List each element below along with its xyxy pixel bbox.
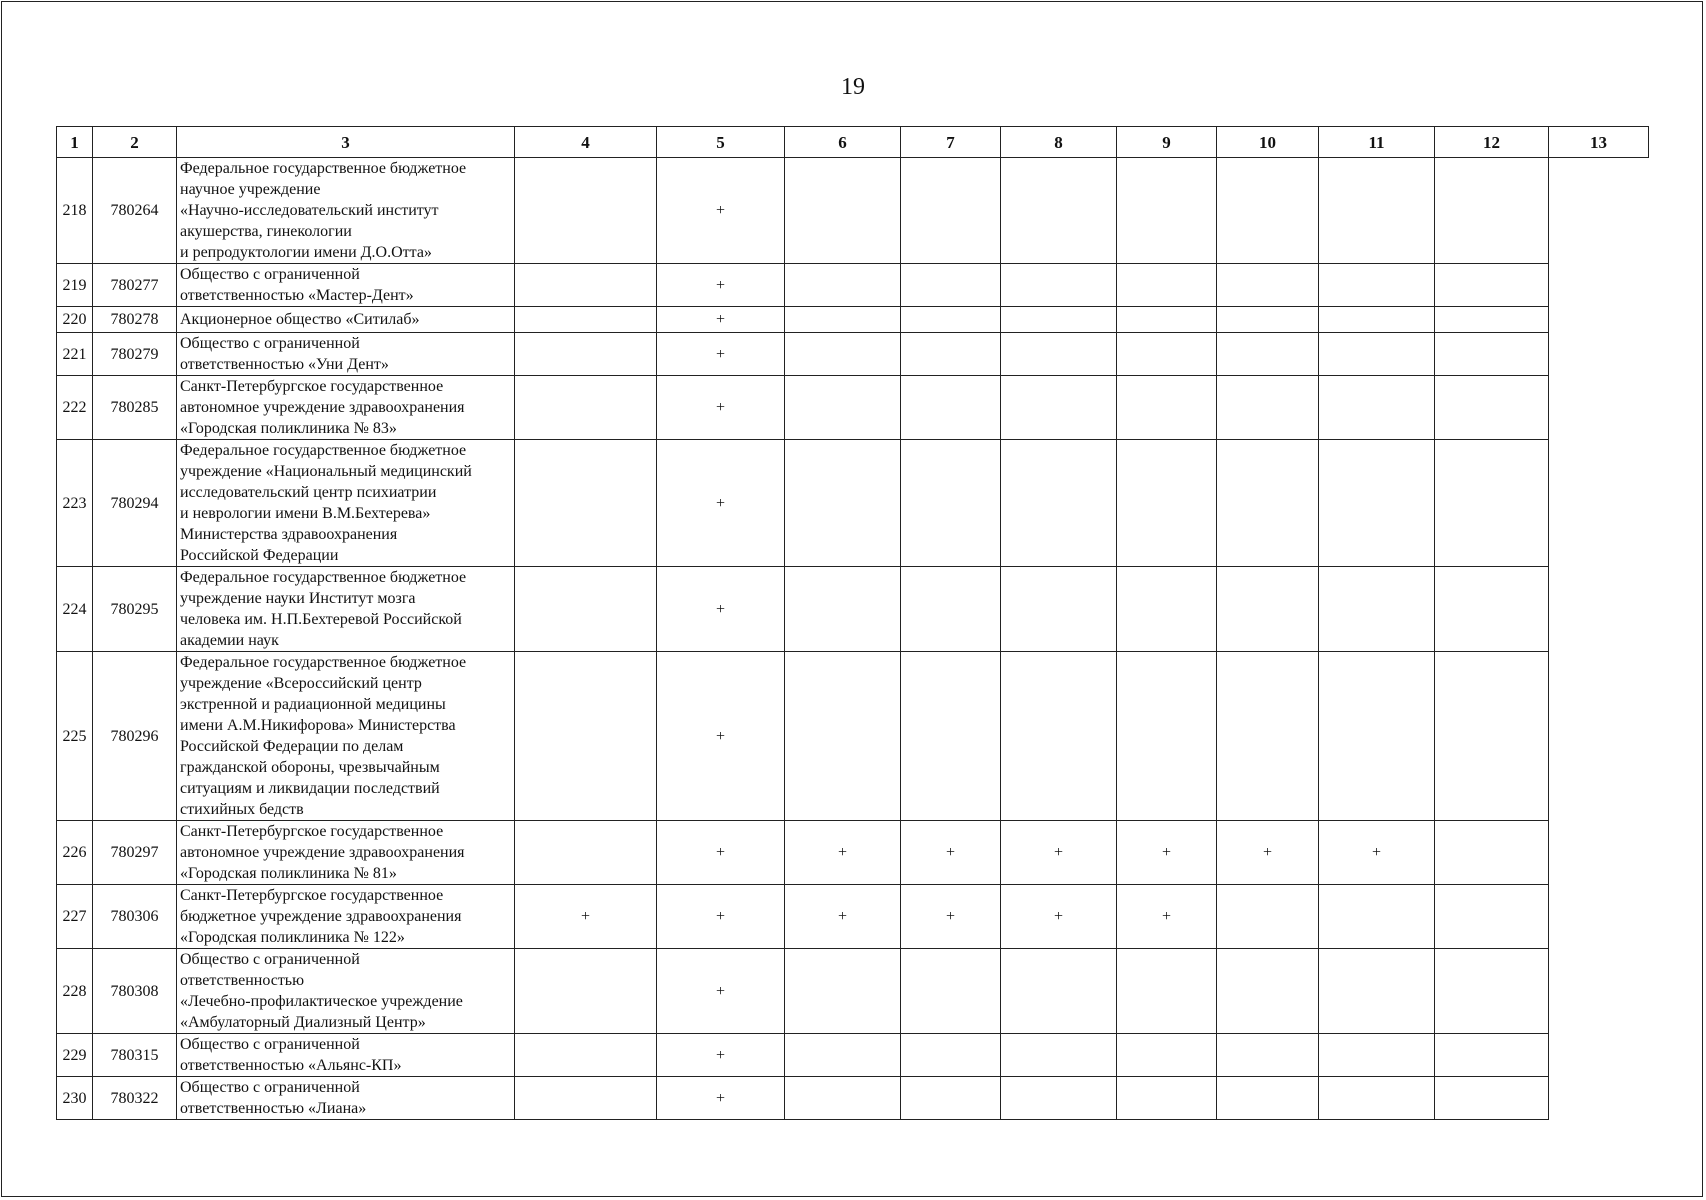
organization-name [177,567,515,652]
row-number: 223 [57,440,93,567]
mark-cell-col-10 [1217,307,1319,333]
mark-cell-col-7 [901,307,1001,333]
mark-cell-col-8 [1001,440,1117,567]
mark-cell-col-8 [1001,376,1117,440]
mark-cell-col-12 [1435,440,1549,567]
column-header: 12 [1435,127,1549,158]
mark-cell-col-5: + [657,264,785,307]
mark-cell-col-8 [1001,158,1117,264]
table-row [57,307,1649,333]
row-number: 220 [57,307,93,333]
organization-name-line: учреждение «Национальный медицинский [180,463,472,480]
mark-cell-col-7 [901,1034,1001,1077]
mark-cell-col-10 [1217,1034,1319,1077]
row-number: 228 [57,949,93,1034]
mark-cell-col-7 [901,949,1001,1034]
mark-cell-col-11 [1319,885,1435,949]
organization-name-line: Общество с ограниченной [180,335,360,352]
mark-cell-col-10: + [1217,821,1319,885]
mark-cell-col-4 [515,307,657,333]
organization-code: 780294 [93,440,177,567]
row-number: 222 [57,376,93,440]
mark-cell-col-10 [1217,376,1319,440]
organization-name-line: исследовательский центр психиатрии [180,484,437,501]
mark-cell-col-12 [1435,1077,1549,1120]
organization-name [177,264,515,307]
mark-cell-col-7 [901,567,1001,652]
mark-cell-col-10 [1217,949,1319,1034]
organization-name-line: имени А.М.Никифорова» Министерства [180,717,456,734]
table-row [57,440,1649,567]
mark-cell-col-5: + [657,158,785,264]
mark-cell-col-6 [785,440,901,567]
organization-name-line: ответственностью «Мастер-Дент» [180,287,414,304]
mark-cell-col-5: + [657,1077,785,1120]
mark-cell-col-11 [1319,949,1435,1034]
organization-name-line: Общество с ограниченной [180,1079,360,1096]
organization-code: 780295 [93,567,177,652]
mark-cell-col-6 [785,652,901,821]
organization-name-line: «Научно-исследовательский институт [180,202,439,219]
organization-name-line: Общество с ограниченной [180,951,360,968]
mark-cell-col-7 [901,652,1001,821]
mark-cell-col-10 [1217,333,1319,376]
table-row [57,264,1649,307]
table-row [57,333,1649,376]
mark-cell-col-6 [785,949,901,1034]
mark-cell-col-12 [1435,307,1549,333]
table-row [57,158,1649,264]
organization-code: 780308 [93,949,177,1034]
mark-cell-col-6 [785,307,901,333]
column-header: 13 [1549,127,1649,158]
mark-cell-col-4 [515,567,657,652]
mark-cell-col-9 [1117,652,1217,821]
organization-name-line: «Амбулаторный Диализный Центр» [180,1014,426,1031]
mark-cell-col-9: + [1117,885,1217,949]
row-number: 218 [57,158,93,264]
organization-name-line: Санкт-Петербургское государственное [180,823,444,840]
organization-code: 780277 [93,264,177,307]
mark-cell-col-4 [515,652,657,821]
mark-cell-col-8 [1001,652,1117,821]
column-header: 7 [901,127,1001,158]
mark-cell-col-10 [1217,567,1319,652]
organization-name-line: гражданской обороны, чрезвычайным [180,759,440,776]
organization-name-line: Санкт-Петербургское государственное [180,378,444,395]
organization-name [177,1077,515,1120]
mark-cell-col-12 [1435,885,1549,949]
column-header: 5 [657,127,785,158]
mark-cell-col-9 [1117,158,1217,264]
mark-cell-col-6 [785,567,901,652]
mark-cell-col-8: + [1001,821,1117,885]
mark-cell-col-9 [1117,567,1217,652]
mark-cell-col-11: + [1319,821,1435,885]
organization-name-line: автономное учреждение здравоохранения [180,844,465,861]
mark-cell-col-10 [1217,885,1319,949]
mark-cell-col-11 [1319,376,1435,440]
mark-cell-col-5: + [657,885,785,949]
mark-cell-col-11 [1319,307,1435,333]
organization-name [177,821,515,885]
mark-cell-col-5: + [657,821,785,885]
column-header: 3 [177,127,515,158]
mark-cell-col-9 [1117,333,1217,376]
mark-cell-col-5: + [657,949,785,1034]
mark-cell-col-11 [1319,158,1435,264]
mark-cell-col-7: + [901,821,1001,885]
table-row [57,652,1649,821]
column-header: 11 [1319,127,1435,158]
mark-cell-col-4 [515,376,657,440]
organization-name [177,307,515,333]
mark-cell-col-6 [785,1034,901,1077]
organization-name-line: Министерства здравоохранения [180,526,398,543]
mark-cell-col-5: + [657,333,785,376]
organization-name-line: Федеральное государственное бюджетное [180,160,467,177]
organization-code: 780278 [93,307,177,333]
organization-name-line: Общество с ограниченной [180,1036,360,1053]
organization-name-line: и репродуктологии имени Д.О.Отта» [180,244,432,261]
organization-name [177,949,515,1034]
mark-cell-col-12 [1435,158,1549,264]
mark-cell-col-12 [1435,821,1549,885]
registry-table [56,126,1649,1120]
mark-cell-col-10 [1217,440,1319,567]
mark-cell-col-9 [1117,1034,1217,1077]
organization-name [177,440,515,567]
organization-name-line: академии наук [180,632,279,649]
mark-cell-col-5: + [657,307,785,333]
organization-name [177,652,515,821]
mark-cell-col-10 [1217,652,1319,821]
organization-name-line: экстренной и радиационной медицины [180,696,446,713]
organization-code: 780322 [93,1077,177,1120]
organization-name-line: ответственностью «Лиана» [180,1100,367,1117]
organization-name [177,1034,515,1077]
organization-name [177,333,515,376]
mark-cell-col-11 [1319,1034,1435,1077]
organization-name [177,376,515,440]
organization-name-line: учреждение «Всероссийский центр [180,675,422,692]
mark-cell-col-7 [901,376,1001,440]
mark-cell-col-6 [785,158,901,264]
column-header: 4 [515,127,657,158]
table-row [57,821,1649,885]
organization-name-line: человека им. Н.П.Бехтеревой Российской [180,611,462,628]
mark-cell-col-8 [1001,567,1117,652]
column-header: 8 [1001,127,1117,158]
mark-cell-col-11 [1319,333,1435,376]
mark-cell-col-6: + [785,821,901,885]
organization-name-line: Федеральное государственное бюджетное [180,442,467,459]
mark-cell-col-8 [1001,333,1117,376]
organization-name-line: Федеральное государственное бюджетное [180,654,467,671]
mark-cell-col-12 [1435,333,1549,376]
organization-name-line: ответственностью «Альянс-КП» [180,1057,402,1074]
organization-name-line: стихийных бедств [180,801,304,818]
mark-cell-col-12 [1435,652,1549,821]
mark-cell-col-7 [901,333,1001,376]
mark-cell-col-11 [1319,567,1435,652]
mark-cell-col-5: + [657,652,785,821]
mark-cell-col-9 [1117,264,1217,307]
mark-cell-col-10 [1217,264,1319,307]
mark-cell-col-4 [515,158,657,264]
row-number: 225 [57,652,93,821]
mark-cell-col-5: + [657,1034,785,1077]
organization-name-line: Акционерное общество «Ситилаб» [180,311,420,328]
organization-name-line: «Городская поликлиника № 81» [180,865,397,882]
mark-cell-col-11 [1319,264,1435,307]
table-row [57,1077,1649,1120]
mark-cell-col-9 [1117,307,1217,333]
mark-cell-col-4 [515,949,657,1034]
mark-cell-col-6 [785,376,901,440]
column-header: 10 [1217,127,1319,158]
organization-name-line: Общество с ограниченной [180,266,360,283]
mark-cell-col-5: + [657,440,785,567]
mark-cell-col-9 [1117,1077,1217,1120]
organization-name-line: «Городская поликлиника № 122» [180,929,405,946]
mark-cell-col-8 [1001,1034,1117,1077]
organization-name-line: ситуациям и ликвидации последствий [180,780,440,797]
mark-cell-col-12 [1435,1034,1549,1077]
mark-cell-col-8 [1001,307,1117,333]
mark-cell-col-8 [1001,949,1117,1034]
mark-cell-col-12 [1435,376,1549,440]
mark-cell-col-11 [1319,1077,1435,1120]
organization-code: 780306 [93,885,177,949]
organization-code: 780264 [93,158,177,264]
row-number: 227 [57,885,93,949]
column-header: 9 [1117,127,1217,158]
organization-name-line: акушерства, гинекологии [180,223,352,240]
column-header: 6 [785,127,901,158]
mark-cell-col-4 [515,821,657,885]
mark-cell-col-12 [1435,264,1549,307]
mark-cell-col-7 [901,158,1001,264]
organization-name-line: ответственностью «Уни Дент» [180,356,389,373]
mark-cell-col-11 [1319,440,1435,567]
organization-code: 780279 [93,333,177,376]
row-number: 230 [57,1077,93,1120]
organization-name [177,885,515,949]
organization-name-line: научное учреждение [180,181,321,198]
page-number: 19 [841,74,865,100]
mark-cell-col-7 [901,440,1001,567]
mark-cell-col-9 [1117,376,1217,440]
row-number: 224 [57,567,93,652]
mark-cell-col-6 [785,1077,901,1120]
table-row [57,1034,1649,1077]
table-row [57,949,1649,1034]
mark-cell-col-11 [1319,652,1435,821]
mark-cell-col-4 [515,264,657,307]
mark-cell-col-8 [1001,264,1117,307]
mark-cell-col-6 [785,333,901,376]
mark-cell-col-4: + [515,885,657,949]
mark-cell-col-9: + [1117,821,1217,885]
table-row [57,376,1649,440]
organization-name-line: Российской Федерации [180,547,339,564]
row-number: 219 [57,264,93,307]
mark-cell-col-9 [1117,949,1217,1034]
organization-name-line: учреждение науки Институт мозга [180,590,416,607]
row-number: 226 [57,821,93,885]
mark-cell-col-5: + [657,376,785,440]
organization-name-line: автономное учреждение здравоохранения [180,399,465,416]
mark-cell-col-7 [901,1077,1001,1120]
mark-cell-col-10 [1217,158,1319,264]
mark-cell-col-12 [1435,567,1549,652]
organization-name-line: Санкт-Петербургское государственное [180,887,444,904]
header-row [57,127,1649,158]
organization-code: 780285 [93,376,177,440]
organization-name-line: «Лечебно-профилактическое учреждение [180,993,463,1010]
mark-cell-col-4 [515,1077,657,1120]
organization-name-line: ответственностью [180,972,305,989]
mark-cell-col-7: + [901,885,1001,949]
mark-cell-col-8 [1001,1077,1117,1120]
mark-cell-col-4 [515,333,657,376]
mark-cell-col-10 [1217,1077,1319,1120]
table-row [57,885,1649,949]
column-header: 1 [57,127,93,158]
organization-name-line: бюджетное учреждение здравоохранения [180,908,462,925]
row-number: 221 [57,333,93,376]
mark-cell-col-6: + [785,885,901,949]
mark-cell-col-5: + [657,567,785,652]
mark-cell-col-12 [1435,949,1549,1034]
organization-name-line: Федеральное государственное бюджетное [180,569,467,586]
organization-code: 780296 [93,652,177,821]
organization-name-line: Российской Федерации по делам [180,738,404,755]
mark-cell-col-6 [785,264,901,307]
mark-cell-col-8: + [1001,885,1117,949]
mark-cell-col-9 [1117,440,1217,567]
organization-name [177,158,515,264]
table-row [57,567,1649,652]
mark-cell-col-4 [515,1034,657,1077]
organization-name-line: «Городская поликлиника № 83» [180,420,397,437]
mark-cell-col-4 [515,440,657,567]
row-number: 229 [57,1034,93,1077]
table-body [57,158,1649,1120]
organization-code: 780297 [93,821,177,885]
column-header: 2 [93,127,177,158]
organization-name-line: и неврологии имени В.М.Бехтерева» [180,505,431,522]
mark-cell-col-7 [901,264,1001,307]
organization-code: 780315 [93,1034,177,1077]
